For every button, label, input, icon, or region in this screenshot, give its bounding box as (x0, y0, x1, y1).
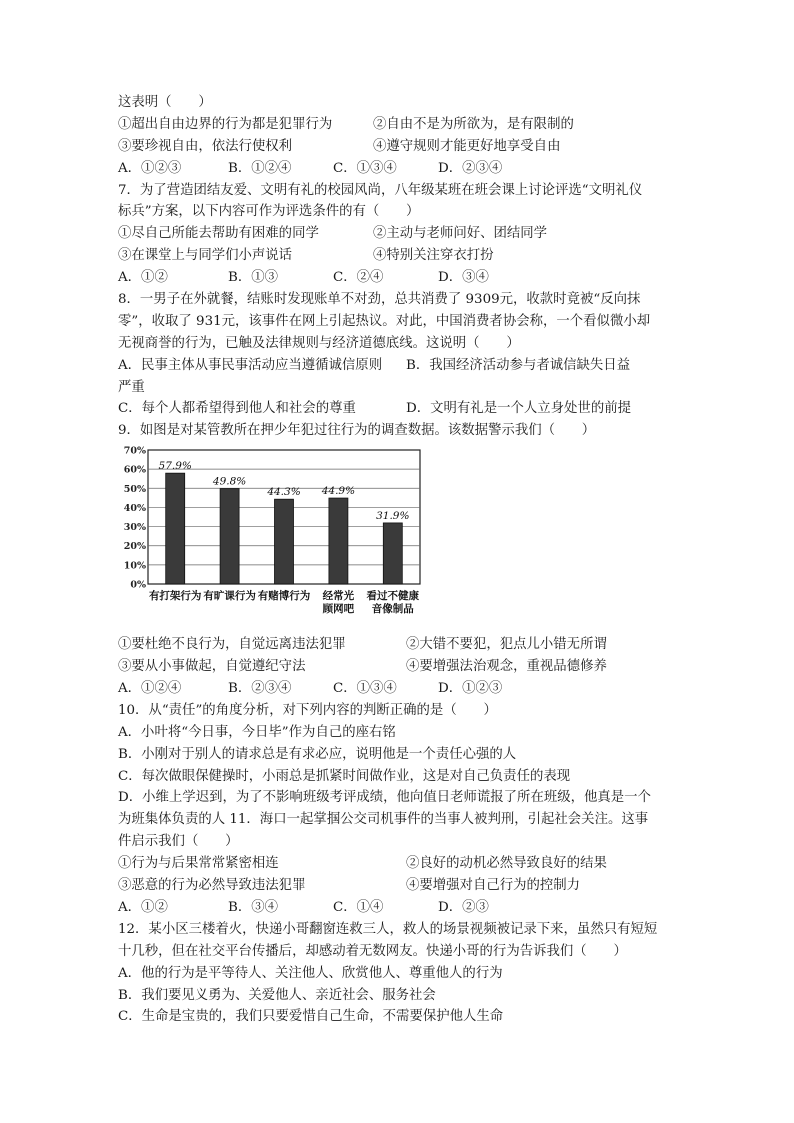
q12-option-a[interactable]: A．他的行为是平等待人、关注他人、欣赏他人、尊重他人的行为 (118, 965, 503, 981)
q11-option-b[interactable]: B．③④ (228, 899, 279, 915)
y-tick-label: 70% (123, 445, 146, 457)
q9-statements-row1 (118, 634, 678, 656)
bar-value-label: 31.9% (376, 510, 410, 523)
q11-statement-4: ④要增强对自己行为的控制力 (406, 878, 581, 894)
q9-bar-chart (118, 442, 678, 632)
bar-value-label: 44.3% (267, 486, 301, 499)
q7-statement-3: ③在课堂上与同学们小声说话 (118, 248, 293, 264)
q7-options (118, 267, 678, 289)
bar (329, 498, 348, 584)
q7-statements-row1 (118, 223, 678, 245)
q6-option-b[interactable]: B．①②④ (228, 160, 292, 176)
q8-options-row1 (118, 355, 678, 377)
q8-stem-line2: 零”，收取了 931元，该事件在网上引起热议。对此，中国消费者协会称，一个看似微小却 (118, 313, 651, 329)
q11-option-a[interactable]: A．①② (118, 899, 168, 915)
q12-option-c[interactable]: C．生命是宝贵的，我们只要爱惜自己生命，不需要保护他人生命 (118, 1009, 504, 1025)
q6-statements-row2 (118, 136, 678, 158)
q10-option-a[interactable]: A．小叶将“今日事，今日毕”作为自己的座右铭 (118, 724, 396, 740)
q9-options (118, 678, 678, 700)
y-tick-label: 0% (130, 579, 146, 591)
q9-option-a[interactable]: A．①②④ (118, 681, 182, 697)
x-category-label: 有赌博行为 (257, 590, 311, 603)
bar (275, 499, 294, 584)
x-category-label: 有旷课行为 (203, 590, 256, 603)
q6-option-d[interactable]: D．②③④ (438, 160, 503, 176)
q12-stem-line1: 12．某小区三楼着火，快递小哥翻窗连救三人，救人的场景视频被记录下来，虽然只有短短 (118, 921, 658, 937)
q10-option-d-line1[interactable]: D．小维上学迟到，为了不影响班级考评成绩，他向值日老师谎报了所在班级，他真是一个 (118, 790, 651, 806)
q6-option-c[interactable]: C．①③④ (333, 160, 397, 176)
bar (383, 523, 402, 584)
y-tick-label: 30% (123, 522, 146, 534)
x-category-label: 经常光 (322, 590, 355, 603)
bar-value-label: 57.9% (158, 460, 192, 473)
q8-option-c[interactable]: C．每个人都希望得到他人和社会的尊重 (118, 401, 356, 417)
q11-statement-2: ②良好的动机必然导致良好的结果 (406, 856, 607, 872)
q6-statement-2: ②自由不是为所欲为，是有限制的 (373, 116, 574, 132)
bar (220, 489, 239, 584)
q11-statements-row1 (118, 853, 678, 875)
q12-option-b[interactable]: B．我们要见义勇为、关爱他人、亲近社会、服务社会 (118, 987, 436, 1003)
q11-option-c[interactable]: C．①④ (333, 899, 384, 915)
q9-option-d[interactable]: D．①②③ (438, 681, 503, 697)
x-category-label: 看过不健康 (366, 590, 420, 603)
q7-stem-line1: 7．为了营造团结友爱、文明有礼的校园风尚，八年级某班在班会课上讨论评选“文明礼仪 (118, 182, 643, 198)
q11-statements-row2 (118, 875, 678, 897)
q10-option-b[interactable]: B．小刚对于别人的请求总是有求必应，说明他是一个责任心强的人 (118, 746, 517, 762)
q9-statement-2: ②大错不要犯，犯点儿小错无所谓 (406, 637, 607, 653)
q9-statements-row2 (118, 656, 678, 678)
x-category-label: 顾网吧 (322, 603, 355, 616)
q7-statement-2: ②主动与老师问好、团结同学 (373, 226, 548, 242)
q8-option-b-cont: 严重 (118, 379, 145, 395)
q8-option-a[interactable]: A．民事主体从事民事活动应当遵循诚信原则 (118, 357, 383, 373)
bar-value-label: 49.8% (212, 475, 247, 488)
y-tick-label: 50% (123, 484, 146, 496)
q6-stem-tail: 这表明（ ） (118, 95, 212, 110)
q7-option-a[interactable]: A．①② (118, 270, 168, 286)
y-tick-label: 40% (123, 503, 146, 515)
q10-option-c[interactable]: C．每次做眼保健操时，小雨总是抓紧时间做作业，这是对自己负责任的表现 (118, 768, 571, 784)
q9-option-b[interactable]: B．②③④ (228, 681, 292, 697)
q7-option-c[interactable]: C．②④ (333, 270, 384, 286)
exam-page (118, 92, 678, 1028)
q8-option-b[interactable]: B．我国经济活动参与者诚信缺失日益 (406, 357, 631, 373)
q7-statement-4: ④特别关注穿衣打扮 (373, 248, 494, 264)
q11-option-d[interactable]: D．②③ (438, 899, 489, 915)
q11-stem: 件启示我们（ ） (118, 834, 239, 850)
q6-statement-3: ③要珍视自由，依法行使权利 (118, 138, 293, 154)
q7-option-b[interactable]: B．①③ (228, 270, 279, 286)
q6-statement-1: ①超出自由边界的行为都是犯罪行为 (118, 116, 333, 132)
bar-chart-svg (118, 442, 428, 632)
q7-option-d[interactable]: D．③④ (438, 270, 489, 286)
q6-statement-4: ④遵守规则才能更好地享受自由 (373, 138, 561, 154)
q6-options (118, 158, 678, 180)
q11-options (118, 897, 678, 919)
q9-statement-4: ④要增强法治观念，重视品德修养 (406, 659, 607, 675)
bar (166, 473, 185, 584)
q6-option-a[interactable]: A．①②③ (118, 160, 182, 176)
q9-statement-3: ③要从小事做起，自觉遵纪守法 (118, 659, 306, 675)
y-tick-label: 10% (123, 560, 146, 572)
y-tick-label: 60% (123, 464, 146, 476)
x-category-label: 有打架行为 (148, 590, 202, 603)
q10-stem: 10．从“责任”的角度分析，对下列内容的判断正确的是（ ） (118, 702, 497, 718)
q9-stem: 9．如图是对某管教所在押少年犯过往行为的调查数据。该数据警示我们（ ） (118, 423, 596, 439)
q6-statements-row1 (118, 114, 678, 136)
x-category-label: 音像制品 (371, 603, 414, 616)
q8-stem-line3: 无视商誉的行为，已触及法律规则与经济道德底线。这说明（ ） (118, 335, 520, 351)
q7-statements-row2 (118, 245, 678, 267)
q7-stem-line2: 标兵”方案，以下内容可作为评选条件的有（ ） (118, 204, 420, 220)
q12-stem-line2: 十几秒，但在社交平台传播后，却感动着无数网友。快递小哥的行为告诉我们（ ） (118, 943, 627, 959)
q10-option-d-line2: 为班集体负责的人 11．海口一起掌掴公交司机事件的当事人被判刑，引起社会关注。这事 (118, 812, 649, 828)
q9-statement-1: ①要杜绝不良行为，自觉远离违法犯罪 (118, 637, 346, 653)
q8-option-d[interactable]: D．文明有礼是一个人立身处世的前提 (406, 401, 631, 417)
q7-statement-1: ①尽自己所能去帮助有困难的同学 (118, 226, 319, 242)
q11-statement-3: ③恶意的行为必然导致违法犯罪 (118, 878, 306, 894)
q9-option-c[interactable]: C．①③④ (333, 681, 397, 697)
q8-stem-line1: 8．一男子在外就餐，结账时发现账单不对劲，总共消费了 9309元，收款时竟被“反向抹 (118, 292, 641, 308)
q11-statement-1: ①行为与后果常常紧密相连 (118, 856, 279, 872)
y-tick-label: 20% (123, 541, 146, 553)
q8-options-row2 (118, 398, 678, 420)
bar-value-label: 44.9% (321, 485, 356, 498)
